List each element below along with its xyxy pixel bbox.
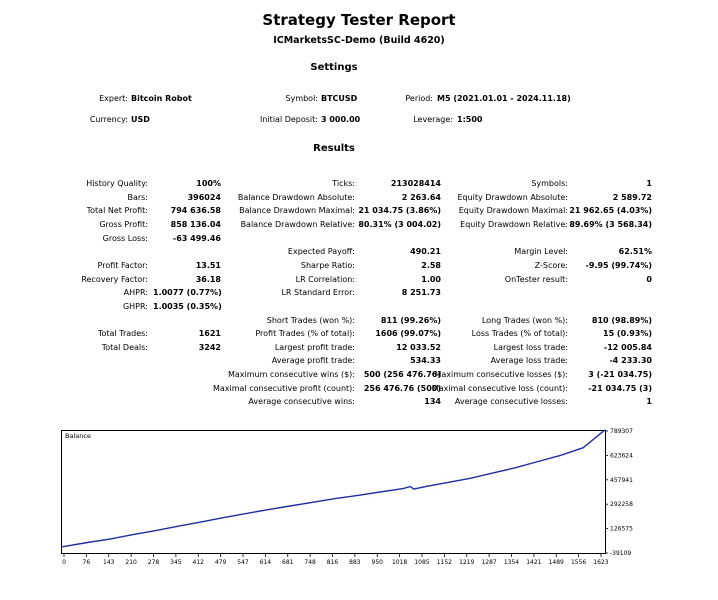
col3-label-2: Equity Drawdown Maximal: [458,206,568,216]
deposit-label: Initial Deposit: [260,115,318,124]
col3-label-3: Equity Drawdown Relative: [460,219,568,229]
expert-label: Expert: [99,94,128,103]
col2-label-5: Sharpe Ratio: [300,260,355,270]
report-title: Strategy Tester Report [262,11,456,29]
col2-value-9: 1606 (99.07%) [375,329,441,339]
col1-value-2: 794 636.58 [170,206,221,216]
x-tick-label-15: 1018 [391,559,408,566]
col1-label-6: Recovery Factor: [81,274,148,284]
x-tick-label-8: 547 [237,559,249,566]
col2-value-4: 490.21 [410,247,441,257]
col2-value-10: 12 033.52 [396,342,441,352]
col1-value-5: 13.51 [195,260,221,270]
col2-value-12: 500 (256 476.76) [363,370,441,380]
col3-label-7: Long Trades (won %): [481,315,568,325]
y-tick-label-3: 292258 [610,501,633,509]
col2-value-1: 2 263.64 [401,192,441,202]
col1-label-5: Profit Factor: [97,260,148,270]
col1-label-8: GHPR: [122,301,148,311]
col1-value-4: -63 499.46 [172,233,221,243]
currency-value: USD [131,115,150,124]
col3-label-10: Average loss trade: [490,356,568,366]
x-tick-label-21: 1421 [526,559,542,566]
col2-value-5: 2.58 [421,260,441,270]
col3-label-4: Margin Level: [514,247,568,257]
col2-label-1: Balance Drawdown Absolute: [237,192,355,202]
x-tick-label-19: 1287 [481,559,497,566]
col3-value-9: -12 005.84 [603,342,652,352]
period-label: Period: [405,94,433,103]
period-value: M5 (2021.01.01 - 2024.11.18) [437,94,571,103]
col3-label-11: Maximum consecutive losses ($): [434,370,568,380]
x-tick-label-13: 883 [349,559,361,566]
chart-title: Balance [65,432,91,440]
col3-value-1: 2 589.72 [612,192,652,202]
col2-label-10: Largest profit trade: [274,342,355,352]
x-tick-label-4: 278 [147,559,160,566]
col3-value-2: 21 962.65 (4.03%) [569,206,652,216]
col3-value-7: 810 (98.89%) [591,315,652,325]
y-tick-label-5: -39109 [610,550,632,557]
x-tick-label-16: 1085 [414,559,430,566]
col3-value-4: 62.51% [618,247,652,257]
col2-value-2: 21 034.75 (3.86%) [358,206,441,216]
col2-value-0: 213028414 [390,179,441,188]
col3-label-6: OnTester result: [504,274,568,284]
y-tick-label-2: 457941 [610,476,633,484]
x-tick-label-24: 1623 [593,559,609,566]
col2-value-14: 134 [424,397,441,407]
x-tick-label-20: 1354 [503,559,520,566]
col2-value-6: 1.00 [421,274,441,284]
y-tick-label-4: 126575 [610,525,633,533]
col2-label-13: Maximal consecutive profit (count): [212,383,355,393]
col1-label-10: Total Deals: [101,342,148,352]
col3-label-12: Maximal consecutive loss (count): [431,383,568,393]
col2-label-9: Profit Trades (% of total): [255,329,355,339]
col3-value-5: -9.95 (99.74%) [585,260,652,270]
x-tick-label-6: 412 [192,559,204,566]
expert-value: Bitcoin Robot [131,94,192,103]
col2-label-3: Balance Drawdown Relative: [240,219,355,229]
col3-label-0: Symbols: [531,179,568,188]
col3-value-11: 3 (-21 034.75) [588,370,652,380]
col1-label-2: Total Net Profit: [86,206,148,216]
col3-value-10: -4 233.30 [609,356,652,366]
col3-label-5: Z-Score: [534,260,568,270]
col1-label-9: Total Trades: [98,329,148,339]
results-heading: Results [313,143,355,154]
x-tick-label-5: 345 [170,559,182,566]
col1-label-1: Bars: [127,192,148,202]
col1-value-10: 3242 [198,342,221,352]
col1-label-3: Gross Profit: [99,219,148,229]
x-tick-label-2: 143 [103,559,115,566]
col1-label-4: Gross Loss: [102,233,148,243]
col3-value-6: 0 [646,274,652,284]
col3-value-3: 89.69% (3 568.34) [569,219,652,229]
col2-value-13: 256 476.76 (500) [363,383,441,393]
col2-label-14: Average consecutive wins: [248,397,355,407]
x-tick-label-14: 950 [371,559,383,566]
y-tick-label-0: 789307 [610,428,633,435]
col2-label-12: Maximum consecutive wins ($): [227,370,355,380]
col1-value-1: 396024 [187,192,221,202]
col1-label-7: AHPR: [123,288,148,298]
x-tick-label-10: 681 [282,559,294,566]
col1-value-3: 858 136.04 [170,219,221,229]
x-tick-label-3: 210 [125,559,137,566]
report-subtitle: ICMarketsSC-Demo (Build 4620) [273,35,445,46]
col2-label-11: Average profit trade: [271,356,355,366]
x-tick-label-11: 748 [304,559,316,566]
col2-label-8: Short Trades (won %): [266,315,355,325]
deposit-value: 3 000.00 [321,115,361,124]
col3-value-8: 15 (0.93%) [603,329,652,339]
leverage-value: 1:500 [457,115,483,124]
col2-label-2: Balance Drawdown Maximal: [239,206,355,216]
col3-value-12: -21 034.75 (3) [588,383,652,393]
x-tick-label-23: 1556 [570,559,587,566]
x-tick-label-7: 479 [214,559,227,566]
col3-label-9: Largest loss trade: [493,342,568,352]
col1-value-6: 36.18 [195,274,221,284]
col2-value-11: 534.33 [410,356,441,366]
col3-label-1: Equity Drawdown Absolute: [457,192,568,202]
col2-value-3: 80.31% (3 004.02) [358,219,441,229]
symbol-label: Symbol: [285,94,318,103]
col2-value-8: 811 (99.26%) [380,315,441,325]
col1-label-0: History Quality: [86,179,148,188]
x-tick-label-22: 1489 [548,559,564,566]
settings-heading: Settings [310,62,358,73]
col3-label-8: Loss Trades (% of total): [471,329,568,339]
symbol-value: BTCUSD [321,94,358,103]
col2-label-6: LR Correlation: [295,274,355,284]
x-tick-label-9: 614 [259,559,272,566]
x-tick-label-18: 1219 [459,559,475,566]
col3-value-13: 1 [646,397,652,407]
col1-value-8: 1.0035 (0.35%) [153,301,222,311]
col2-label-7: LR Standard Error: [281,288,355,298]
x-tick-label-0: 0 [62,559,66,566]
col1-value-9: 1621 [198,329,221,339]
col1-value-0: 100% [196,179,221,188]
currency-label: Currency: [89,115,128,124]
x-tick-label-12: 816 [326,559,339,566]
col2-label-4: Expected Payoff: [287,247,355,257]
series-line-balance [62,430,605,547]
col2-label-0: Ticks: [332,179,355,188]
col2-value-7: 8 251.73 [401,288,441,298]
leverage-label: Leverage: [413,115,453,124]
x-tick-label-1: 76 [82,559,91,566]
col3-value-0: 1 [646,179,652,188]
y-tick-label-1: 623624 [610,452,633,460]
x-tick-label-17: 1152 [436,559,453,566]
col1-value-7: 1.0077 (0.77%) [153,288,222,298]
col3-label-13: Average consecutive losses: [454,397,568,407]
